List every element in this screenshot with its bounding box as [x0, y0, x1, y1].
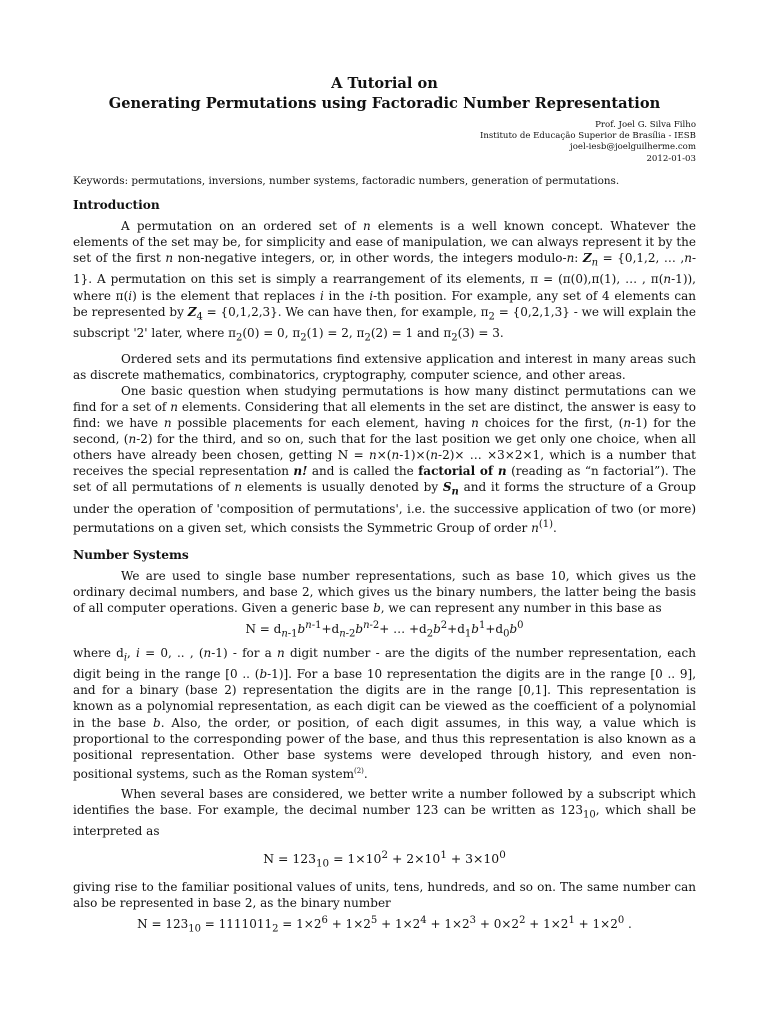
paragraph-numsys-1: We are used to single base number representations, such as base 10, which gives us the ordinary decimal numbers, and base 2, which gives us the binary numbers, the latter being the basis of all computer operations. Given a generic base b, we can represent any number in this base as [73, 569, 696, 616]
paragraph-numsys-2: where $d_i$, i = 0, .. , (n-1) - for a n digit number - are the digits of the number representation, each digit being in the range [0 .. (b-1)]. For a base 10 representation the digits are in the range [0 .. 9], and for a binary (base 2) representation the digits are in the range [0,1]. This representation is known as a polynomial representation, as each digit can be viewed as the coefficient of a polynomial in the base b. Also, the order, or position, of each digit assumes, in this way, a value which is proportional to the corresponding power of the base, and thus this representation is also known as a positional representation. Other base systems were developed through history, and even non-positional systems, such as the Roman system$^{(2)}$. [73, 645, 697, 781]
paragraph-intro-3: One basic question when studying permutations is how many distinct permutations can we find for a set of n elements. Considering that all elements in the set are distinct, the answer is easy to find: we have n possible placements for each element, having n choices for the first, (n-1) for the second, (n-2) for the third, and so on, such that for the last position we get only one choice, when all others have already been chosen, getting N = n×(n-1)×(n-2)× … ×3×2×1, which is a number that receives the special representation n! and is called the factorial of n (reading as “n factorial”). The set of all permutations of n elements is usually denoted by $S_n$ and it forms the structure of a Group under the operation of 'composition of permutations', i.e. the successive application of two (or more) permutations on a given set, which consists the Symmetric Group of order $n^{(1)}$. [73, 383, 697, 535]
author-institution: Instituto de Educação Superior de Brasília - IESB [479, 131, 696, 142]
paragraph-numsys-4: giving rise to the familiar positional values of units, tens, hundreds, and so on. The same number can also be represented in base 2, as the binary number [73, 880, 696, 911]
equation-binary-123: $N = 123_{10} = 1111011_2 = 1\times 2^6 + 1\times 2^5 + 1\times 2^4 + 1\times 2^3 + 0\times 2^2 + 1\times 2^1 + 1\times 2^0$ . [137, 915, 632, 935]
keywords: Keywords: permutations, inversions, number systems, factoradic numbers, generation of permutations. [73, 174, 620, 187]
document-date: 2012-01-03 [646, 153, 696, 164]
title-line-1: A Tutorial on [331, 75, 438, 92]
author-block [73, 120, 696, 165]
heading-number-systems: Number Systems [73, 548, 189, 563]
paragraph-numsys-3: When several bases are considered, we better write a number followed by a subscript which identifies the base. For example, the decimal number 123 can be written as $123_{10}$, which shall be interpreted as [73, 786, 697, 839]
heading-introduction: Introduction [73, 197, 160, 212]
paragraph-intro-1: A permutation on an ordered set of n elements is a well known concept. Whatever the elements of the set may be, for simplicity and ease of manipulation, we can always represent it by the set of the first n non-negative integers, or, in other words, the integers modulo-n: $Z_n = \{0,1,2$, … ,n-1}. A permutation on this set is simply a rearrangement of its elements, π = (π(0),π(1), … , π(n-1)), where π(i) is the element that replaces i in the i-th position. For example, any set of 4 elements can be represented by $Z_4 = \{0,1,2,3\}$. We can have then, for example, $\pi_2 = \{0,2,1,3\}$ - we will explain the subscript '2' later, where $\pi_2(0) = 0$, $\pi_2(1) = 2$, $\pi_2(2) = 1$ and $\pi_2(3) = 3$. [73, 218, 697, 344]
paragraph-intro-2: Ordered sets and its permutations find extensive application and interest in many areas such as discrete mathematics, combinatorics, cryptography, computer science, and other areas. [73, 351, 696, 382]
author-email: joel-iesb@joelguilherme.com [570, 142, 696, 153]
equation-decimal-123: $N = 123_{10} = 1\times 10^2 + 2\times 10^1 + 3\times 10^0$ [263, 848, 506, 870]
title-line-2: Generating Permutations using Factoradic Number Representation [108, 95, 661, 112]
equation-polynomial: $N = d_{n-1}b^{n-1}+d_{n-2}b^{n-2}+$ … $+d_2b^2+d_1b^1+d_0b^0$ [245, 620, 524, 640]
author-name: Prof. Joel G. Silva Filho [595, 120, 696, 130]
